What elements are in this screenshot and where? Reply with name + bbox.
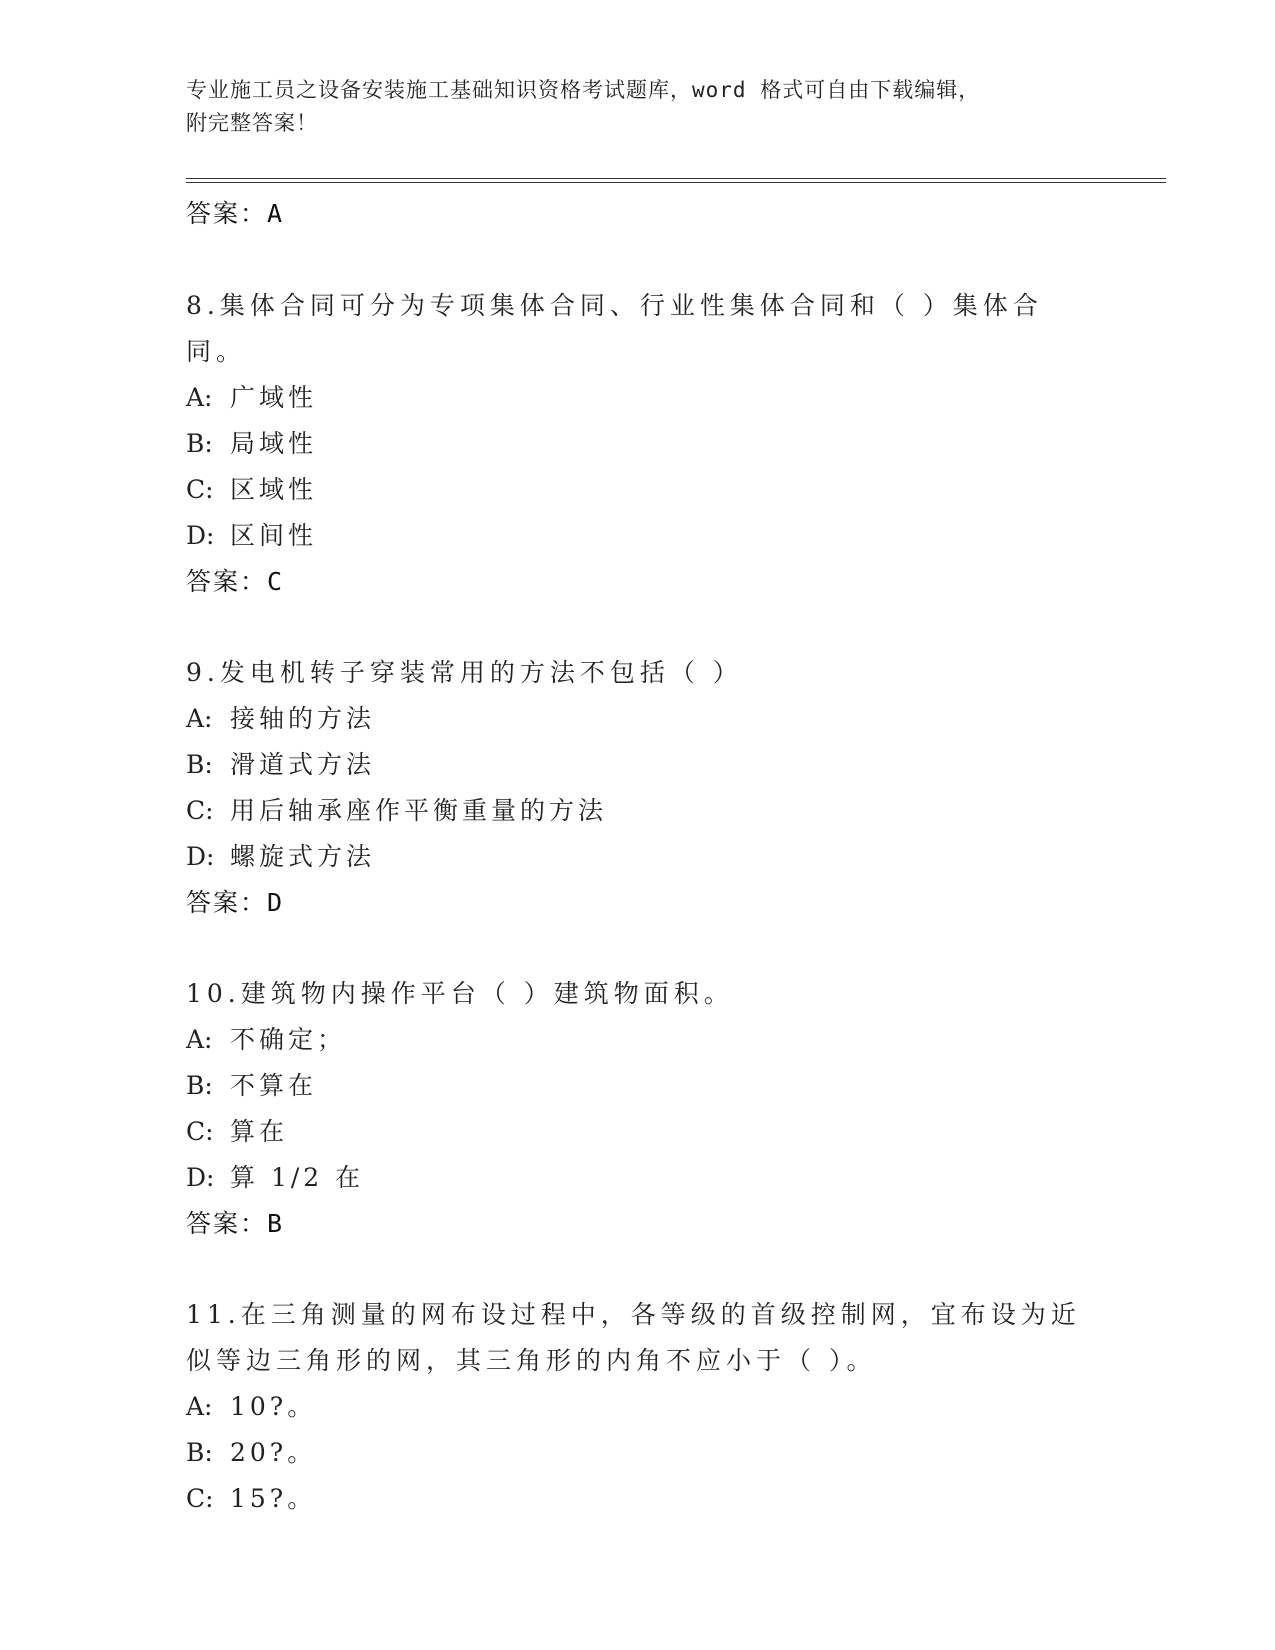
spacer xyxy=(186,238,1166,283)
option-a xyxy=(186,1017,1166,1063)
option-a xyxy=(186,375,1166,421)
option-text: 用后轴承座作平衡重量的方法 xyxy=(230,796,608,825)
option-letter: A: xyxy=(186,704,213,733)
option-text: 螺旋式方法 xyxy=(230,842,376,871)
option-b xyxy=(186,1430,1166,1476)
option-d xyxy=(186,1155,1166,1201)
header-title-line-2: 附完整答案！ xyxy=(186,111,318,135)
question-10 xyxy=(186,971,1166,1247)
question-text: 11.在三角测量的网布设过程中，各等级的首级控制网，宜布设为近似等边三角形的网，其三角形的内角不应小于（ ）。 xyxy=(186,1300,1081,1375)
option-letter: C: xyxy=(186,1117,214,1146)
question-11 xyxy=(186,1292,1166,1522)
answer-7: 答案：A xyxy=(186,199,285,228)
answer-10: 答案：B xyxy=(186,1209,285,1238)
question-8 xyxy=(186,283,1166,605)
option-letter: C: xyxy=(186,1484,214,1513)
option-c xyxy=(186,1109,1166,1155)
option-b xyxy=(186,421,1166,467)
option-letter: A: xyxy=(186,383,213,412)
option-letter: B: xyxy=(186,429,213,458)
option-letter: C: xyxy=(186,796,214,825)
option-a xyxy=(186,1384,1166,1430)
option-text: 不确定； xyxy=(230,1025,347,1054)
option-letter: A: xyxy=(186,1392,213,1421)
option-b xyxy=(186,742,1166,788)
option-text: 算 1/2 在 xyxy=(230,1163,365,1192)
option-letter: A: xyxy=(186,1025,213,1054)
option-letter: B: xyxy=(186,750,213,779)
option-text: 10?。 xyxy=(230,1392,317,1421)
option-text: 滑道式方法 xyxy=(230,750,376,779)
spacer xyxy=(186,926,1166,971)
spacer xyxy=(186,605,1166,650)
header-divider xyxy=(186,178,1166,183)
option-letter: B: xyxy=(186,1071,213,1100)
option-text: 接轴的方法 xyxy=(230,704,376,733)
option-c xyxy=(186,788,1166,834)
option-letter: D: xyxy=(186,1163,215,1192)
answer-9: 答案：D xyxy=(186,888,285,917)
option-c xyxy=(186,1476,1166,1522)
answer-8: 答案：C xyxy=(186,567,285,596)
document-header xyxy=(186,74,1086,140)
option-text: 区间性 xyxy=(230,521,318,550)
option-text: 局域性 xyxy=(230,429,318,458)
question-text: 9.发电机转子穿装常用的方法不包括（ ） xyxy=(186,658,743,687)
spacer xyxy=(186,1247,1166,1292)
option-d xyxy=(186,513,1166,559)
option-letter: D: xyxy=(186,842,215,871)
option-d xyxy=(186,834,1166,880)
question-text: 10.建筑物内操作平台（ ）建筑物面积。 xyxy=(186,979,734,1008)
option-b xyxy=(186,1063,1166,1109)
option-letter: B: xyxy=(186,1438,213,1467)
option-c xyxy=(186,467,1166,513)
header-title-line-1: 专业施工员之设备安装施工基础知识资格考试题库，word 格式可自由下载编辑， xyxy=(186,78,981,102)
option-text: 区域性 xyxy=(230,475,318,504)
option-letter: D: xyxy=(186,521,215,550)
option-text: 20?。 xyxy=(230,1438,317,1467)
option-letter: C: xyxy=(186,475,214,504)
option-text: 15?。 xyxy=(230,1484,317,1513)
question-text: 8.集体合同可分为专项集体合同、行业性集体合同和（ ）集体合同。 xyxy=(186,291,1043,366)
option-text: 不算在 xyxy=(230,1071,318,1100)
option-a xyxy=(186,696,1166,742)
option-text: 广域性 xyxy=(230,383,318,412)
option-text: 算在 xyxy=(230,1117,289,1146)
question-list xyxy=(186,190,1166,1522)
question-9 xyxy=(186,650,1166,926)
